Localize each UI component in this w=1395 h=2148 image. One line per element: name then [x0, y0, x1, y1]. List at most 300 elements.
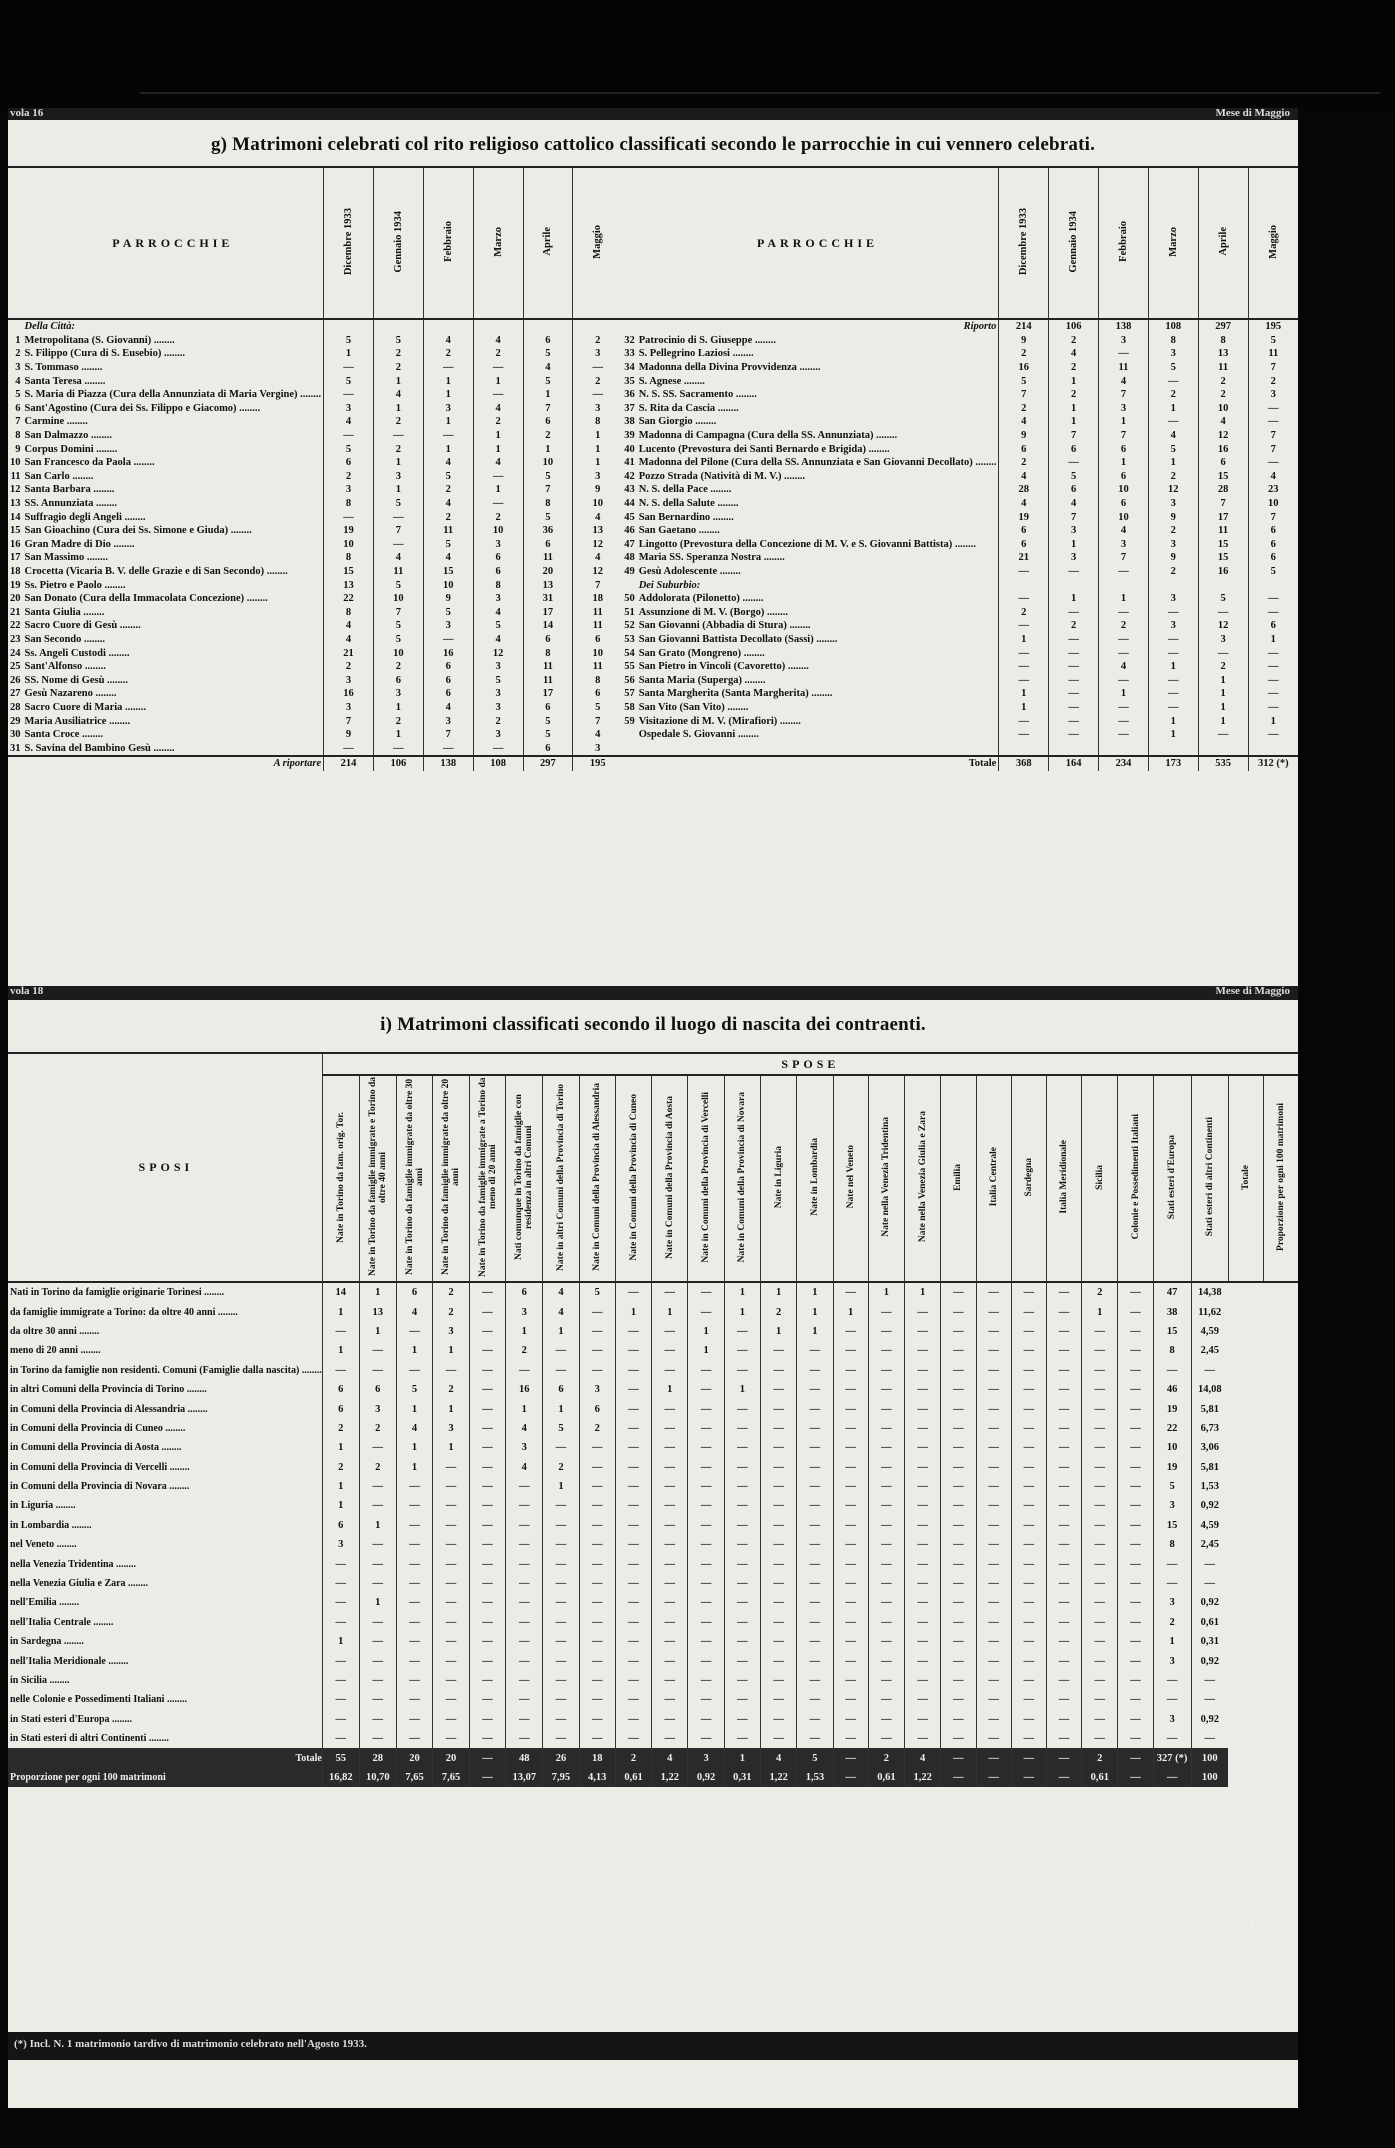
- cell-value: 2: [543, 1458, 579, 1477]
- cell-value: —: [1011, 1438, 1046, 1457]
- parish-value: 6: [523, 701, 573, 715]
- cell-value: —: [579, 1710, 615, 1729]
- parish-name: San Giovanni (Abbadia di Stura) ........: [638, 620, 811, 632]
- running-header-2: [8, 986, 1298, 1000]
- cell-value: —: [396, 1651, 433, 1670]
- birthplace-column-label: Colonie e Possedimenti Italiani: [1130, 1114, 1141, 1240]
- parish-value: 3: [573, 470, 622, 484]
- cell-value: 6,73: [1191, 1419, 1228, 1438]
- parish-value: 1: [999, 701, 1049, 715]
- cell-value: —: [1046, 1496, 1081, 1515]
- cell-value: —: [941, 1729, 976, 1748]
- parish-value: 2: [1049, 619, 1099, 633]
- parish-number: 4: [15, 375, 21, 387]
- empty-cell: [423, 319, 473, 334]
- parish-value: —: [423, 429, 473, 443]
- cell-value: —: [833, 1516, 868, 1535]
- running-header-2-left: vola 18: [10, 985, 44, 997]
- parish-value: 4: [473, 456, 523, 470]
- cell-value: —: [1118, 1671, 1153, 1690]
- parish-value: 12: [573, 565, 622, 579]
- cell-value: —: [359, 1729, 396, 1748]
- cell-value: 1: [396, 1341, 433, 1360]
- parish-value: 2: [373, 347, 423, 361]
- parish-value: —: [1099, 728, 1149, 742]
- cell-value: —: [1118, 1632, 1153, 1651]
- parish-value: 3: [1049, 524, 1099, 538]
- birthplace-column-label: Nate in Torino da famiglie immigrate da oltre 20 anni: [441, 1078, 462, 1276]
- cell-value: 15: [1153, 1322, 1191, 1341]
- cell-value: 1: [543, 1477, 579, 1496]
- table-row: [8, 1651, 1298, 1670]
- index-col-header: [8, 167, 23, 319]
- parish-value: 10: [324, 538, 374, 552]
- parish-value: 7: [573, 578, 622, 592]
- parish-value: 2: [999, 402, 1049, 416]
- cell-value: —: [615, 1322, 651, 1341]
- left-total-value: 138: [423, 756, 473, 771]
- cell-value: —: [615, 1399, 651, 1418]
- proportion-value: 1,22: [652, 1768, 688, 1787]
- cell-value: —: [543, 1574, 579, 1593]
- total-value: 327 (*): [1153, 1748, 1191, 1767]
- birthplace-column-label: Nate in Torino da famiglie immigrate a Torino da meno di 20 anni: [477, 1077, 498, 1277]
- cell-value: —: [322, 1671, 359, 1690]
- empty-cell: [1148, 741, 1198, 756]
- parish-value: —: [1049, 456, 1099, 470]
- cell-value: —: [433, 1632, 470, 1651]
- parish-value: 6: [523, 538, 573, 552]
- cell-value: —: [322, 1710, 359, 1729]
- cell-value: —: [1082, 1710, 1118, 1729]
- cell-value: —: [1011, 1554, 1046, 1573]
- cell-value: 1: [433, 1399, 470, 1418]
- cell-value: —: [976, 1671, 1011, 1690]
- cell-value: —: [833, 1458, 868, 1477]
- parish-value: 7: [573, 714, 622, 728]
- cell-value: —: [1118, 1710, 1153, 1729]
- cell-value: 3: [1153, 1651, 1191, 1670]
- cell-value: —: [652, 1535, 688, 1554]
- cell-value: —: [797, 1593, 833, 1612]
- cell-value: —: [506, 1593, 543, 1612]
- parish-value: 2: [373, 361, 423, 375]
- parish-value: 3: [473, 538, 523, 552]
- cell-value: —: [433, 1496, 470, 1515]
- birthplace-column-label: Sicilia: [1094, 1164, 1105, 1190]
- birthplace-column-header: [322, 1075, 359, 1282]
- empty-cell: [8, 756, 23, 771]
- cell-value: —: [724, 1399, 760, 1418]
- cell-value: —: [579, 1613, 615, 1632]
- cell-value: —: [868, 1613, 904, 1632]
- cell-value: —: [797, 1554, 833, 1573]
- cell-value: —: [469, 1458, 506, 1477]
- birthplace-column-header: [1153, 1075, 1191, 1282]
- parish-value: 15: [1198, 470, 1248, 484]
- cell-value: —: [579, 1516, 615, 1535]
- cell-value: 13: [359, 1302, 396, 1321]
- parish-value: 8: [573, 673, 622, 687]
- cell-value: —: [396, 1690, 433, 1709]
- carry-value: 106: [1049, 319, 1099, 334]
- cell-value: —: [833, 1282, 868, 1302]
- cell-value: 3: [506, 1438, 543, 1457]
- parish-value: 1: [373, 456, 423, 470]
- cell-value: —: [724, 1651, 760, 1670]
- cell-value: —: [941, 1438, 976, 1457]
- cell-value: —: [615, 1535, 651, 1554]
- table-row: [8, 1690, 1298, 1709]
- cell-value: —: [1011, 1419, 1046, 1438]
- cell-value: 1: [724, 1282, 760, 1302]
- cell-value: —: [322, 1322, 359, 1341]
- parish-name: San Massimo ........: [24, 552, 108, 564]
- cell-value: —: [1011, 1632, 1046, 1651]
- parish-value: 1: [1148, 714, 1198, 728]
- month-column-header: [1248, 167, 1298, 319]
- birthplace-column-label: Nate in Comuni della Provincia di Alessandria: [592, 1083, 603, 1271]
- carry-value: 297: [1198, 319, 1248, 334]
- table-row: [8, 1535, 1298, 1554]
- table-row: [8, 701, 1298, 715]
- cell-value: —: [724, 1613, 760, 1632]
- cell-value: —: [543, 1671, 579, 1690]
- cell-value: —: [797, 1729, 833, 1748]
- parish-value: —: [1248, 701, 1298, 715]
- parish-number: 32: [624, 334, 635, 346]
- cell-value: 8: [1153, 1341, 1191, 1360]
- parish-value: 1: [1099, 687, 1149, 701]
- parish-number: 30: [10, 729, 21, 741]
- cell-value: —: [833, 1651, 868, 1670]
- parish-name: San Secondo ........: [24, 633, 106, 645]
- parish-value: 11: [523, 660, 573, 674]
- parish-value: 8: [573, 415, 622, 429]
- total-value: 20: [433, 1748, 470, 1767]
- cell-value: —: [469, 1632, 506, 1651]
- parish-value: 1: [373, 728, 423, 742]
- cell-value: —: [1082, 1554, 1118, 1573]
- parish-value: 3: [1049, 551, 1099, 565]
- cell-value: —: [760, 1690, 796, 1709]
- carry-value: 138: [1099, 319, 1149, 334]
- cell-value: —: [1011, 1574, 1046, 1593]
- cell-value: —: [1046, 1399, 1081, 1418]
- parish-value: 2: [473, 347, 523, 361]
- empty-cell: [324, 319, 374, 334]
- cell-value: —: [359, 1651, 396, 1670]
- cell-value: —: [652, 1729, 688, 1748]
- cell-value: 6: [396, 1282, 433, 1302]
- cell-value: —: [579, 1496, 615, 1515]
- month-column-header: [324, 167, 374, 319]
- cell-value: —: [688, 1302, 724, 1321]
- parish-number: 55: [624, 661, 635, 673]
- parish-value: 1: [1049, 592, 1099, 606]
- parish-value: 9: [1148, 510, 1198, 524]
- cell-value: —: [615, 1516, 651, 1535]
- cell-value: —: [905, 1516, 941, 1535]
- birthplace-column-header: [833, 1075, 868, 1282]
- parish-number: 49: [624, 565, 635, 577]
- cell-value: —: [976, 1729, 1011, 1748]
- cell-value: —: [1118, 1496, 1153, 1515]
- cell-value: —: [1046, 1419, 1081, 1438]
- parish-value: 1: [1099, 592, 1149, 606]
- parish-value: 2: [473, 714, 523, 728]
- table-row: [8, 456, 1298, 470]
- cell-value: —: [724, 1341, 760, 1360]
- parish-number: 10: [10, 457, 21, 469]
- month-column-header: [423, 167, 473, 319]
- cell-value: —: [1191, 1729, 1228, 1748]
- parish-value: 21: [324, 646, 374, 660]
- cell-value: 6: [359, 1380, 396, 1399]
- parish-value: —: [1198, 605, 1248, 619]
- cell-value: —: [615, 1419, 651, 1438]
- cell-value: —: [1118, 1380, 1153, 1399]
- cell-value: —: [579, 1729, 615, 1748]
- parish-number: 52: [624, 620, 635, 632]
- total-value: —: [1118, 1748, 1153, 1767]
- parish-value: 6: [423, 687, 473, 701]
- birthplace-column-header: [1228, 1075, 1263, 1282]
- parish-name: San Carlo ........: [24, 470, 94, 482]
- parish-value: 2: [1248, 374, 1298, 388]
- parish-value: —: [1248, 456, 1298, 470]
- birthplace-column-label: Nate in Comuni della Provincia di Novara: [737, 1091, 748, 1263]
- parish-name: Ss. Pietro e Paolo ........: [24, 579, 126, 591]
- parish-value: 2: [1049, 388, 1099, 402]
- cell-value: 2: [433, 1302, 470, 1321]
- cell-value: —: [469, 1322, 506, 1341]
- row-label: in Stati esteri di altri Continenti ........: [10, 1733, 169, 1745]
- parish-name: San Giovanni Battista Decollato (Sassi) ........: [638, 633, 838, 645]
- birthplace-column-header: [579, 1075, 615, 1282]
- birthplace-column-label: Nate in Torino da fam. orig. Tor.: [335, 1111, 346, 1243]
- proportion-value: 0,92: [688, 1768, 724, 1787]
- parish-value: 11: [1099, 361, 1149, 375]
- parish-number: 37: [624, 402, 635, 414]
- proportion-value: 7,65: [433, 1768, 470, 1787]
- parish-number: 51: [624, 606, 635, 618]
- cell-value: —: [615, 1613, 651, 1632]
- parish-value: 10: [1099, 510, 1149, 524]
- cell-value: —: [1118, 1690, 1153, 1709]
- cell-value: —: [1118, 1516, 1153, 1535]
- parish-value: 4: [1248, 470, 1298, 484]
- parish-value: 6: [573, 687, 622, 701]
- cell-value: 3: [1153, 1710, 1191, 1729]
- cell-value: —: [760, 1710, 796, 1729]
- table-row: [8, 1322, 1298, 1341]
- cell-value: —: [615, 1671, 651, 1690]
- cell-value: —: [433, 1574, 470, 1593]
- cell-value: —: [469, 1419, 506, 1438]
- total-value: —: [833, 1748, 868, 1767]
- parish-value: 6: [1248, 524, 1298, 538]
- parish-value: 1: [1099, 415, 1149, 429]
- cell-value: —: [760, 1554, 796, 1573]
- cell-value: 1: [322, 1477, 359, 1496]
- cell-value: —: [396, 1477, 433, 1496]
- cell-value: —: [1046, 1535, 1081, 1554]
- cell-value: 1: [359, 1322, 396, 1341]
- cell-value: 1: [433, 1438, 470, 1457]
- parish-value: 10: [373, 646, 423, 660]
- cell-value: —: [579, 1671, 615, 1690]
- cell-value: —: [976, 1380, 1011, 1399]
- parish-name: Metropolitana (S. Giovanni) ........: [24, 334, 175, 346]
- cell-value: —: [1011, 1729, 1046, 1748]
- total-value: 4: [905, 1748, 941, 1767]
- cell-value: —: [833, 1729, 868, 1748]
- cell-value: —: [905, 1419, 941, 1438]
- table-row: [8, 592, 1298, 606]
- parish-value: 2: [373, 660, 423, 674]
- cell-value: —: [868, 1458, 904, 1477]
- cell-value: 4,59: [1191, 1516, 1228, 1535]
- cell-value: —: [615, 1380, 651, 1399]
- cell-value: —: [652, 1341, 688, 1360]
- cell-value: —: [652, 1574, 688, 1593]
- cell-value: —: [797, 1632, 833, 1651]
- cell-value: —: [469, 1496, 506, 1515]
- parish-number: 58: [624, 701, 635, 713]
- cell-value: 0,31: [1191, 1632, 1228, 1651]
- parish-name: Sant'Alfonso ........: [24, 661, 106, 673]
- cell-value: —: [976, 1632, 1011, 1651]
- cell-value: —: [724, 1632, 760, 1651]
- cell-value: 4,59: [1191, 1322, 1228, 1341]
- cell-value: 0,92: [1191, 1710, 1228, 1729]
- parish-value: 2: [1148, 565, 1198, 579]
- parish-value: 3: [1099, 402, 1149, 416]
- parish-value: 11: [573, 605, 622, 619]
- cell-value: —: [941, 1671, 976, 1690]
- cell-value: —: [615, 1690, 651, 1709]
- cell-value: —: [833, 1535, 868, 1554]
- birthplace-column-header: [1191, 1075, 1228, 1282]
- cell-value: 6: [322, 1399, 359, 1418]
- cell-value: 3: [506, 1302, 543, 1321]
- month-label: Febbraio: [1117, 221, 1129, 262]
- month-column-header: [523, 167, 573, 319]
- cell-value: —: [833, 1419, 868, 1438]
- cell-value: —: [760, 1399, 796, 1418]
- cell-value: —: [469, 1593, 506, 1612]
- cell-value: —: [760, 1458, 796, 1477]
- cell-value: —: [976, 1496, 1011, 1515]
- parish-number: 8: [15, 430, 21, 442]
- cell-value: 1: [724, 1302, 760, 1321]
- cell-value: —: [833, 1632, 868, 1651]
- cell-value: —: [868, 1361, 904, 1380]
- cell-value: 1: [359, 1282, 396, 1302]
- cell-value: 6: [579, 1399, 615, 1418]
- empty-cell: [1049, 578, 1099, 592]
- right-total-value: 173: [1148, 756, 1198, 771]
- birthplace-column-label: Nate in Torino da famiglie immigrate da oltre 30 anni: [404, 1078, 425, 1276]
- parish-value: 4: [1099, 374, 1149, 388]
- cell-value: —: [1082, 1613, 1118, 1632]
- table-row: [8, 1341, 1298, 1360]
- cell-value: —: [905, 1574, 941, 1593]
- cell-value: —: [1011, 1651, 1046, 1670]
- cell-value: —: [506, 1651, 543, 1670]
- parishes-column-header: [23, 167, 324, 319]
- parish-name: Santa Teresa ........: [24, 375, 106, 387]
- cell-value: —: [579, 1477, 615, 1496]
- parish-value: 4: [999, 415, 1049, 429]
- cell-value: —: [941, 1380, 976, 1399]
- cell-value: —: [833, 1361, 868, 1380]
- cell-value: 3: [322, 1535, 359, 1554]
- cell-value: —: [868, 1710, 904, 1729]
- cell-value: —: [868, 1496, 904, 1515]
- cell-value: —: [688, 1554, 724, 1573]
- empty-cell: [573, 319, 622, 334]
- cell-value: —: [1118, 1535, 1153, 1554]
- total-value: 1: [724, 1748, 760, 1767]
- total-value: 55: [322, 1748, 359, 1767]
- cell-value: —: [579, 1554, 615, 1573]
- cell-value: 1: [433, 1341, 470, 1360]
- parish-value: 8: [523, 646, 573, 660]
- cell-value: —: [506, 1710, 543, 1729]
- cell-value: —: [433, 1613, 470, 1632]
- proportion-value: —: [941, 1768, 976, 1787]
- parish-number: 45: [624, 511, 635, 523]
- parish-value: 1: [523, 442, 573, 456]
- parish-name: Crocetta (Vicaria B. V. delle Grazie e di San Secondo) ........: [24, 565, 288, 577]
- parish-value: 4: [423, 456, 473, 470]
- parish-value: —: [324, 361, 374, 375]
- cell-value: —: [1046, 1477, 1081, 1496]
- parish-value: 11: [523, 551, 573, 565]
- empty-cell: [622, 578, 637, 592]
- cell-value: —: [322, 1361, 359, 1380]
- month-label: Maggio: [592, 224, 604, 259]
- cell-value: —: [724, 1729, 760, 1748]
- cell-value: —: [688, 1361, 724, 1380]
- parish-name: SS. Annunziata ........: [24, 498, 117, 510]
- parish-value: 4: [423, 334, 473, 348]
- parish-value: —: [1049, 728, 1099, 742]
- parish-value: 3: [573, 347, 622, 361]
- parish-value: 4: [473, 633, 523, 647]
- cell-value: —: [797, 1535, 833, 1554]
- parish-value: 1: [1148, 660, 1198, 674]
- parish-number: 18: [10, 565, 21, 577]
- empty-cell: [1099, 741, 1149, 756]
- cell-value: —: [760, 1729, 796, 1748]
- cell-value: —: [833, 1322, 868, 1341]
- cell-value: —: [976, 1477, 1011, 1496]
- cell-value: —: [976, 1613, 1011, 1632]
- row-label: meno di 20 anni ........: [10, 1345, 101, 1357]
- table-row: [8, 1729, 1298, 1748]
- parish-value: 7: [1099, 429, 1149, 443]
- parish-value: 1: [373, 483, 423, 497]
- parish-name: Gesù Nazareno ........: [24, 688, 117, 700]
- cell-value: 4: [543, 1302, 579, 1321]
- parish-value: 16: [1198, 565, 1248, 579]
- cell-value: 2: [1153, 1613, 1191, 1632]
- cell-value: —: [941, 1593, 976, 1612]
- parish-value: 4: [473, 334, 523, 348]
